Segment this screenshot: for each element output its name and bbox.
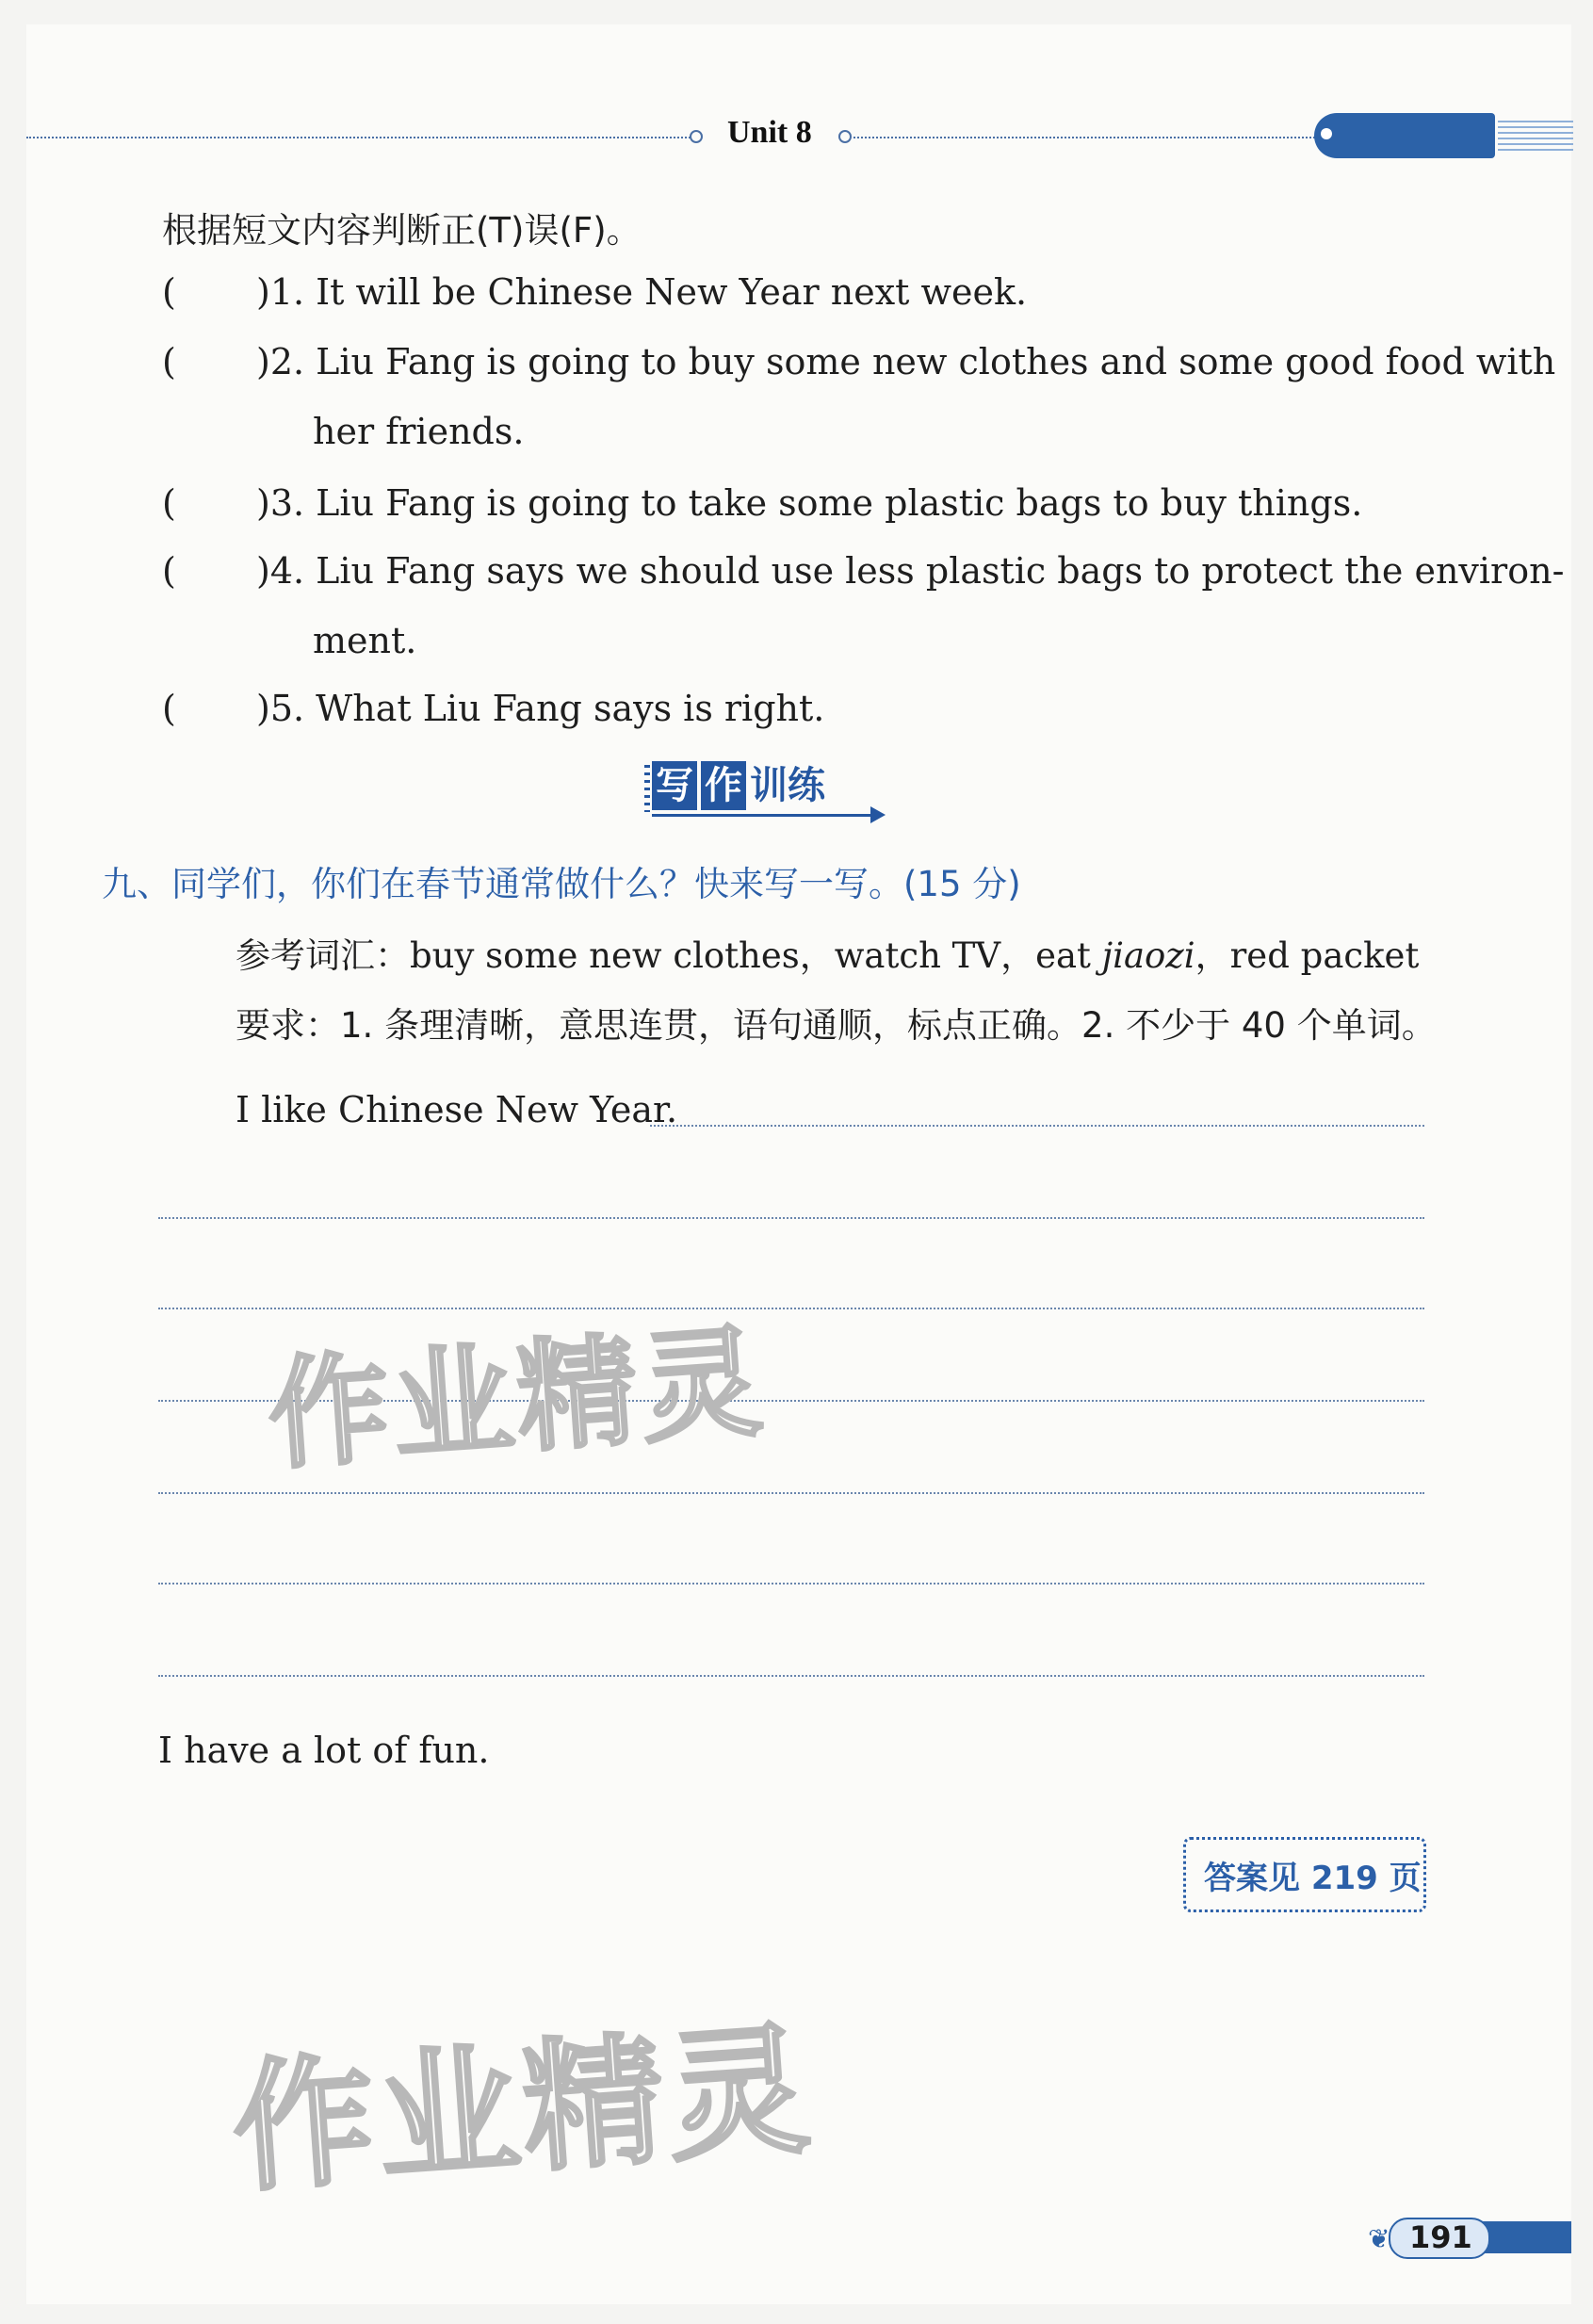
tf-item-text: )3. Liu Fang is going to take some plastic bags to buy things. (256, 482, 1363, 524)
banner-char-3: 训练 (750, 764, 825, 807)
answer-blank-5[interactable]: ( (162, 688, 176, 729)
banner-ticks (644, 765, 650, 812)
tf-instruction: 根据短文内容判断正(T)误(F)。 (162, 210, 642, 251)
section-banner-writing (652, 761, 825, 812)
vocab-tail: ，red packet (1195, 935, 1420, 976)
tf-item-2-continuation: her friends. (313, 411, 525, 452)
answer-blank-2[interactable]: ( (162, 341, 176, 382)
writing-line[interactable] (158, 1675, 1424, 1677)
leaf-icon: ❦ (1368, 2223, 1390, 2254)
banner-arrow-line (652, 814, 876, 817)
banner-char-1: 写 (652, 761, 697, 810)
header-rule-left (26, 137, 693, 138)
question-9-prompt: 九、同学们，你们在春节通常做什么？快来写一写。(15 分) (102, 864, 1021, 904)
header-bar (1314, 113, 1495, 158)
answer-blank-1[interactable]: ( (162, 271, 176, 313)
answer-blank-4[interactable]: ( (162, 550, 176, 592)
writing-line[interactable] (650, 1125, 1424, 1127)
tf-item-text: )4. Liu Fang says we should use less plastic bags to protect the environ- (256, 550, 1565, 592)
tf-item-text: )5. What Liu Fang says is right. (256, 688, 825, 729)
header-rule-right (853, 137, 1315, 138)
vocab-label: 参考词汇： (236, 935, 410, 976)
vocab-list: buy some new clothes，watch TV，eat (410, 935, 1102, 976)
watermark: 作业精灵 (227, 2007, 819, 2213)
writing-line[interactable] (158, 1492, 1424, 1494)
vocab-italic-word: jiaozi (1101, 935, 1195, 976)
writing-line[interactable] (158, 1583, 1424, 1585)
header-dot-right (838, 130, 852, 143)
banner-char-2: 作 (701, 761, 746, 810)
tf-item-4-continuation: ment. (313, 620, 417, 661)
header-stripes (1498, 121, 1573, 153)
writing-line[interactable] (158, 1308, 1424, 1309)
essay-opening-sentence: I like Chinese New Year. (236, 1089, 678, 1130)
reference-vocab (236, 927, 1419, 978)
writing-requirements: 要求：1. 条理清晰，意思连贯，语句通顺，标点正确。2. 不少于 40 个单词。 (236, 1005, 1437, 1046)
answer-blank-3[interactable]: ( (162, 482, 176, 524)
page-number: 191 (1409, 2219, 1472, 2255)
watermark: 作业精灵 (264, 1311, 771, 1487)
essay-closing-sentence: I have a lot of fun. (158, 1730, 490, 1771)
header-dot-left (690, 130, 703, 143)
header-bar-knob (1321, 128, 1332, 139)
answer-reference-text: 答案见 219 页 (1204, 1860, 1422, 1897)
unit-title: Unit 8 (727, 115, 812, 150)
banner-arrow-icon (870, 806, 886, 823)
tf-item-text: )2. Liu Fang is going to buy some new clothes and some good food with (256, 341, 1556, 382)
tf-item-text: )1. It will be Chinese New Year next week. (256, 271, 1028, 313)
writing-line[interactable] (158, 1217, 1424, 1219)
